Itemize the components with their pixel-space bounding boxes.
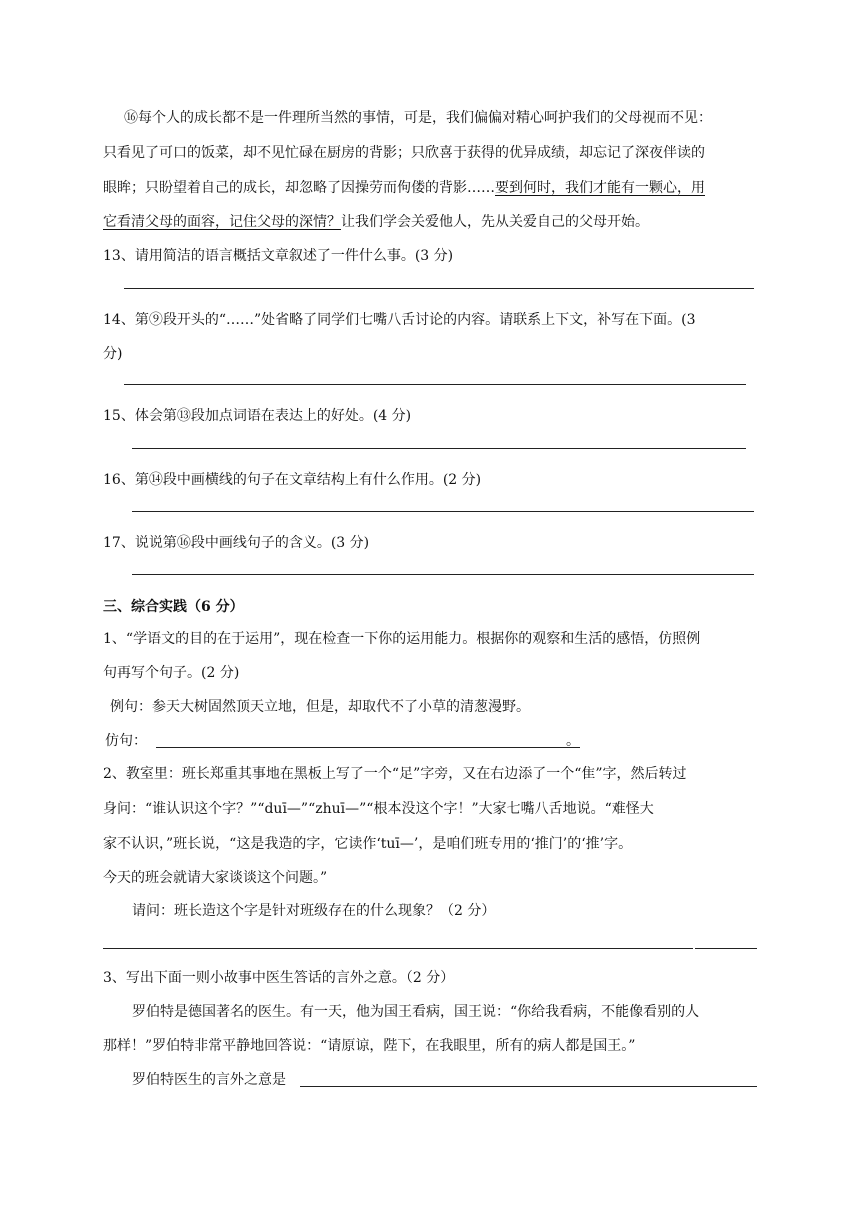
item-2-cont: 今天的班会就请大家谈谈这个问题。” bbox=[103, 870, 328, 886]
question-15: 15、体会第⑬段加点词语在表达上的好处。(4 分) bbox=[103, 408, 412, 424]
answer-line[interactable] bbox=[132, 574, 754, 575]
item-2-question: 请问：班长造这个字是针对班级存在的什么现象？（2 分） bbox=[132, 903, 496, 919]
item-3: 3、写出下面一则小故事中医生答话的言外之意。（2 分） bbox=[103, 970, 455, 986]
item-2-cont: 身问：“谁认识这个字？”“duī—”“zhuī—”“根本没这个字！”大家七嘴八舌地说。“难怪大 bbox=[103, 801, 654, 817]
story-line: 那样！”罗伯特非常平静地回答说：“请原谅，陛下，在我眼里，所有的病人都是国王。” bbox=[103, 1038, 636, 1054]
imitate-answer-line[interactable] bbox=[156, 747, 580, 748]
passage-line: 只看见了可口的饭菜，却不见忙碌在厨房的背影；只欣喜于获得的优异成绩，却忘记了深夜伴读的 bbox=[103, 145, 705, 161]
imitate-end: 。 bbox=[566, 733, 580, 749]
underlined-sentence: 它看清父母的面容，记住父母的深情？ bbox=[103, 214, 341, 230]
question-13: 13、请用简洁的语言概括文章叙述了一件什么事。(3 分) bbox=[103, 248, 454, 264]
passage-text: 让我们学会关爱他人，先从关爱自己的父母开始。 bbox=[341, 214, 649, 230]
answer-line[interactable] bbox=[695, 948, 757, 949]
answer-line[interactable] bbox=[124, 384, 746, 385]
answer-line[interactable] bbox=[103, 948, 693, 949]
answer-line[interactable] bbox=[132, 511, 754, 512]
item-1: 1、“学语文的目的在于运用”，现在检查一下你的运用能力。根据你的观察和生活的感悟，仿照例 bbox=[103, 631, 701, 647]
answer-line[interactable] bbox=[132, 448, 746, 449]
question-16: 16、第⑭段中画横线的句子在文章结构上有什么作用。(2 分) bbox=[103, 472, 482, 488]
question-14: 14、第⑨段开头的“……”处省略了同学们七嘴八舌讨论的内容。请联系上下文，补写在下面。(3 bbox=[103, 312, 696, 328]
item-1-cont: 句再写个句子。(2 分) bbox=[103, 665, 240, 681]
underlined-sentence: 要到何时，我们才能有一颗心，用 bbox=[495, 180, 705, 196]
question-17: 17、说说第⑯段中画线句子的含义。(3 分) bbox=[103, 535, 370, 551]
answer-line[interactable] bbox=[300, 1086, 757, 1087]
passage-line bbox=[103, 212, 649, 232]
section-heading: 三、综合实践（6 分） bbox=[103, 599, 244, 615]
story-line: 罗伯特是德国著名的医生。有一天，他为国王看病，国王说：“你给我看病，不能像看别的人 bbox=[132, 1004, 700, 1020]
question-14-cont: 分) bbox=[103, 346, 123, 362]
passage-line bbox=[103, 178, 705, 198]
imitate-label: 仿句： bbox=[105, 733, 147, 749]
passage-text: 眼眸；只盼望着自己的成长，却忽略了因操劳而佝偻的背影…… bbox=[103, 180, 495, 196]
answer-label: 罗伯特医生的言外之意是 bbox=[132, 1072, 286, 1088]
item-2: 2、教室里：班长郑重其事地在黑板上写了一个“足”字旁，又在右边添了一个“隹”字，然后转过 bbox=[103, 766, 687, 782]
example-sentence: 例句：参天大树固然顶天立地，但是，却取代不了小草的清葱漫野。 bbox=[110, 699, 530, 715]
answer-line[interactable] bbox=[124, 288, 754, 289]
item-2-cont: 家不认识，”班长说，“这是我造的字，它读作‘tuī—’，是咱们班专用的‘推门’的‘推’字。 bbox=[103, 836, 633, 852]
passage-line: ⑯每个人的成长都不是一件理所当然的事情，可是，我们偏偏对精心呵护我们的父母视而不见： bbox=[124, 110, 712, 126]
